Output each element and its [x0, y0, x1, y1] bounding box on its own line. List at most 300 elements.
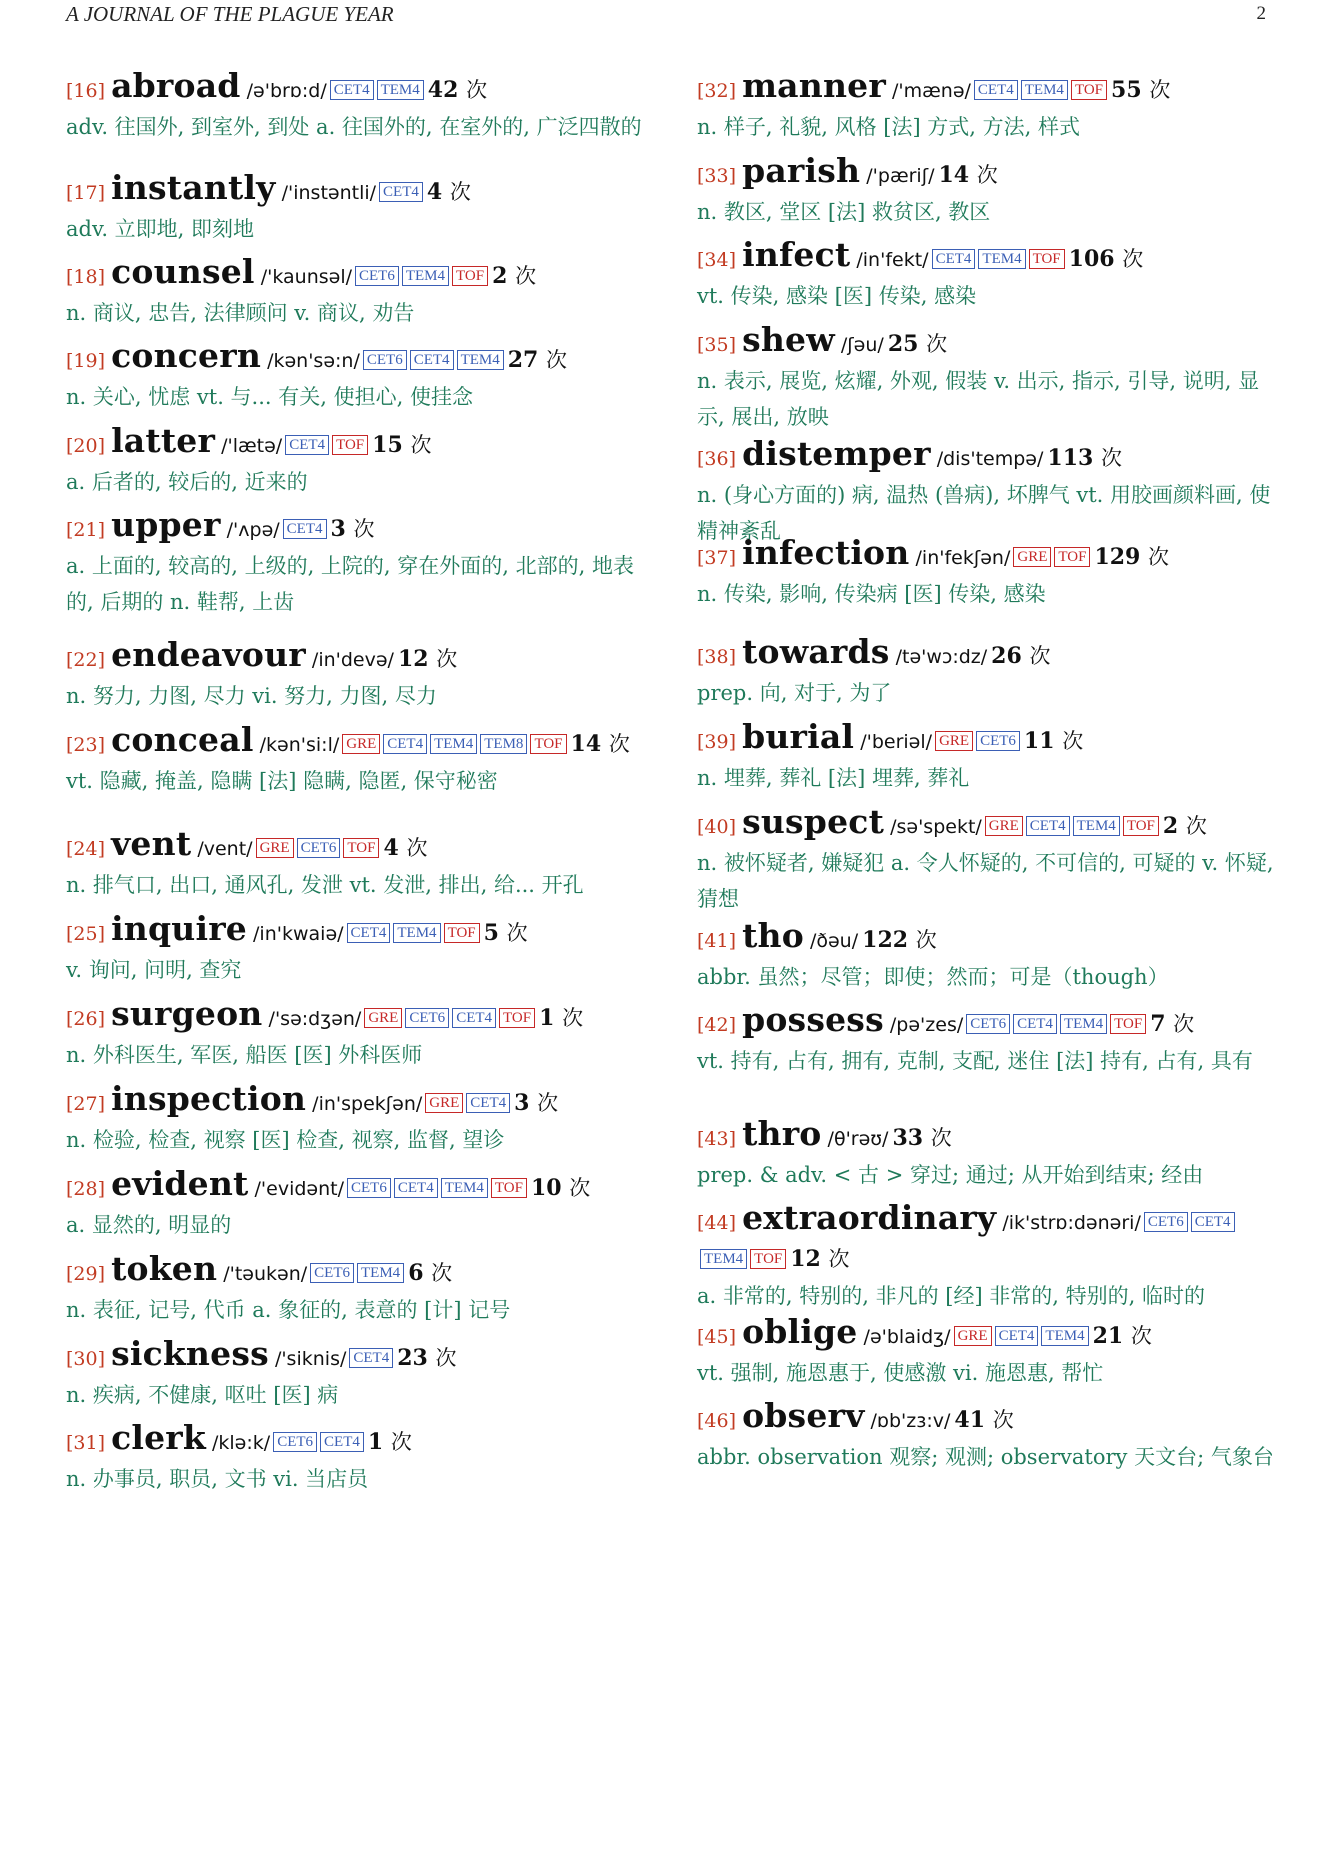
entry-index: [35]: [697, 334, 737, 356]
headword: upper: [111, 505, 221, 544]
pronunciation: /tə'wɔ:dz/: [895, 646, 988, 668]
entry-headline: [697, 1314, 1277, 1355]
definition: vt. 传染, 感染 [医] 传染, 感染: [697, 284, 977, 308]
count-unit: 次: [569, 1176, 591, 1200]
occurrence-count: [428, 77, 487, 103]
exam-tag: TEM4: [1060, 1014, 1107, 1034]
entry-index: [18]: [66, 266, 106, 288]
count-unit: 次: [562, 1006, 584, 1030]
entry-index: [46]: [697, 1410, 737, 1432]
headword: concern: [111, 336, 262, 375]
pronunciation: /in'devə/: [311, 649, 394, 671]
entry-headline: [697, 1002, 1277, 1043]
count-number: 41: [954, 1407, 986, 1433]
word-entry: [697, 322, 1277, 435]
definition: abbr. 虽然；尽管；即使；然而；可是（though）: [697, 965, 1169, 989]
count-number: 2: [1162, 813, 1179, 839]
word-entry: [697, 153, 1277, 230]
count-unit: 次: [466, 78, 488, 102]
definition: vt. 隐藏, 掩盖, 隐瞒 [法] 隐瞒, 隐匿, 保守秘密: [66, 769, 498, 793]
exam-tag: TOF: [1029, 249, 1065, 269]
entry-index: [21]: [66, 519, 106, 541]
definition: vt. 持有, 占有, 拥有, 克制, 支配, 迷住 [法] 持有, 占有, 具有: [697, 1049, 1253, 1073]
exam-tag: TEM4: [441, 1178, 488, 1198]
headword: infect: [742, 235, 851, 274]
occurrence-count: [398, 646, 457, 672]
entry-index: [37]: [697, 547, 737, 569]
definition: a. 上面的, 较高的, 上级的, 上院的, 穿在外面的, 北部的, 地表的, 后期的 n. 鞋帮, 上齿: [66, 554, 634, 614]
pronunciation: /in'fekt/: [856, 249, 929, 271]
headword: extraordinary: [742, 1198, 997, 1237]
entry-index: [42]: [697, 1014, 737, 1036]
pronunciation: /'siknis/: [274, 1348, 347, 1370]
occurrence-count: [991, 643, 1050, 669]
pronunciation: /ik'strɒ:dənəri/: [1002, 1212, 1141, 1234]
definition: prep. 向, 对于, 为了: [697, 681, 892, 705]
count-number: 25: [887, 331, 919, 357]
count-number: 6: [408, 1260, 424, 1286]
count-unit: 次: [1029, 644, 1051, 668]
count-unit: 次: [608, 732, 630, 756]
entry-headline: [66, 338, 648, 379]
entry-index: [29]: [66, 1263, 106, 1285]
count-unit: 次: [930, 1126, 952, 1150]
entry-headline: [697, 535, 1277, 576]
occurrence-count: [892, 1125, 951, 1151]
occurrence-count: [1047, 445, 1122, 471]
exam-tag: CET4: [995, 1326, 1039, 1346]
count-unit: 次: [1122, 247, 1144, 271]
count-number: 3: [330, 516, 346, 542]
occurrence-count: [383, 835, 427, 861]
pronunciation: /kən'si:l/: [259, 734, 340, 756]
headword: possess: [742, 1000, 884, 1039]
exam-tag: CET6: [363, 350, 407, 370]
word-entry: [66, 1420, 648, 1497]
entry-index: [27]: [66, 1093, 106, 1115]
definition: n. 检验, 检查, 视察 [医] 检查, 视察, 监督, 望诊: [66, 1128, 505, 1152]
entry-headline: [66, 1251, 648, 1292]
definition: n. 疾病, 不健康, 呕吐 [医] 病: [66, 1383, 339, 1407]
entry-index: [22]: [66, 649, 106, 671]
exam-tag: TOF: [750, 1249, 786, 1269]
entry-index: [20]: [66, 435, 106, 457]
exam-tag: CET6: [976, 731, 1020, 751]
exam-tag: TEM8: [480, 734, 527, 754]
definition: a. 后者的, 较后的, 近来的: [66, 470, 308, 494]
exam-tag: CET4: [379, 182, 423, 202]
word-entry: [697, 68, 1277, 145]
exam-tag: TOF: [452, 266, 488, 286]
count-number: 3: [514, 1090, 530, 1116]
pronunciation: /'evidənt/: [254, 1178, 345, 1200]
count-unit: 次: [1185, 814, 1207, 838]
exam-tag: CET6: [347, 1178, 391, 1198]
exam-tag: TOF: [1110, 1014, 1146, 1034]
exam-tag: TEM4: [978, 249, 1025, 269]
occurrence-count: [368, 1429, 412, 1455]
count-unit: 次: [1101, 446, 1122, 470]
word-entry: [697, 1314, 1277, 1391]
exam-tag: TEM4: [1073, 816, 1120, 836]
entry-headline: [66, 1081, 648, 1122]
entry-index: [40]: [697, 816, 737, 838]
headword: inquire: [111, 909, 247, 948]
headword: instantly: [111, 168, 276, 207]
count-number: 7: [1150, 1011, 1166, 1037]
definition: v. 询问, 问明, 查究: [66, 958, 242, 982]
exam-tag: TEM4: [430, 734, 477, 754]
exam-tag: TEM4: [700, 1249, 747, 1269]
count-number: 129: [1094, 544, 1141, 570]
headword: inspection: [111, 1079, 307, 1118]
occurrence-count: [492, 263, 536, 289]
count-unit: 次: [1062, 729, 1084, 753]
count-unit: 次: [1148, 545, 1170, 569]
count-number: 5: [483, 920, 499, 946]
occurrence-count: [539, 1005, 583, 1031]
exam-tag: CET6: [310, 1263, 354, 1283]
occurrence-count: [408, 1260, 452, 1286]
count-unit: 次: [1173, 1012, 1195, 1036]
definition: adv. 往国外, 到室外, 到处 a. 往国外的, 在室外的, 广泛四散的: [66, 115, 642, 139]
definition: n. 埋葬, 葬礼 [法] 埋葬, 葬礼: [697, 766, 970, 790]
count-unit: 次: [537, 1091, 559, 1115]
exam-tag: CET4: [347, 923, 391, 943]
count-number: 11: [1023, 728, 1055, 754]
occurrence-count: [331, 516, 375, 542]
entry-headline: [697, 436, 1277, 477]
exam-tag: GRE: [985, 816, 1023, 836]
entry-headline: [66, 1336, 648, 1377]
entry-headline: [697, 1116, 1277, 1157]
count-number: 122: [862, 927, 909, 953]
occurrence-count: [531, 1175, 590, 1201]
entry-index: [32]: [697, 80, 737, 102]
pronunciation: /pə'zes/: [889, 1014, 964, 1036]
occurrence-count: [508, 347, 567, 373]
entry-headline: [697, 804, 1277, 845]
exam-tag: TEM4: [1021, 80, 1068, 100]
exam-tag: GRE: [256, 838, 294, 858]
count-number: 12: [790, 1246, 821, 1272]
entry-index: [16]: [66, 80, 106, 102]
word-entry: [66, 507, 648, 620]
count-number: 21: [1092, 1323, 1124, 1349]
word-entry: [66, 826, 648, 903]
exam-tag: TOF: [1071, 80, 1107, 100]
headword: parish: [742, 151, 861, 190]
occurrence-count: [1163, 813, 1207, 839]
exam-tag: CET4: [330, 80, 374, 100]
pronunciation: /vent/: [197, 838, 253, 860]
exam-tag: CET6: [966, 1014, 1010, 1034]
exam-tag: TEM4: [402, 266, 449, 286]
definition: n. 排气口, 出口, 通风孔, 发泄 vt. 发泄, 排出, 给... 开孔: [66, 873, 584, 897]
pronunciation: /'instəntli/: [281, 182, 377, 204]
occurrence-count: [1069, 246, 1144, 272]
pronunciation: /'beriəl/: [860, 731, 933, 753]
definition: n. 表征, 记号, 代币 a. 象征的, 表意的 [计] 记号: [66, 1298, 511, 1322]
exam-tag: CET4: [320, 1432, 364, 1452]
pronunciation: /'ʌpə/: [226, 519, 280, 541]
entry-headline: [66, 170, 648, 211]
count-unit: 次: [546, 348, 568, 372]
entry-headline: [66, 911, 648, 952]
word-entry: [66, 637, 648, 714]
count-unit: 次: [915, 928, 937, 952]
pronunciation: /ʃəu/: [840, 334, 884, 356]
headword: abroad: [111, 66, 241, 105]
count-unit: 次: [449, 180, 471, 204]
occurrence-count: [938, 162, 997, 188]
count-unit: 次: [992, 1408, 1014, 1432]
headword: burial: [742, 717, 855, 756]
entry-index: [25]: [66, 923, 106, 945]
word-entry: [66, 1081, 648, 1158]
entry-headline: [66, 1166, 648, 1207]
exam-tag: CET4: [1191, 1212, 1235, 1232]
definition: n. 商议, 忠告, 法律顾问 v. 商议, 劝告: [66, 301, 415, 325]
exam-tag: CET4: [466, 1093, 510, 1113]
pronunciation: /'təukən/: [223, 1263, 308, 1285]
occurrence-count: [790, 1246, 849, 1272]
pronunciation: /'kaunsəl/: [260, 266, 353, 288]
occurrence-count: [484, 920, 528, 946]
count-number: 42: [427, 77, 459, 103]
pronunciation: /kən'sə:n/: [267, 350, 360, 372]
definition: adv. 立即地, 即刻地: [66, 217, 255, 241]
word-entry: [66, 1251, 648, 1328]
word-entry: [697, 237, 1277, 314]
exam-tag: CET4: [383, 734, 427, 754]
definition: n. 传染, 影响, 传染病 [医] 传染, 感染: [697, 582, 1046, 606]
exam-tag: CET4: [452, 1008, 496, 1028]
headword: distemper: [742, 434, 931, 473]
count-number: 1: [367, 1429, 384, 1455]
entry-index: [24]: [66, 838, 106, 860]
pronunciation: /ə'brɒ:d/: [246, 80, 327, 102]
entry-index: [38]: [697, 646, 737, 668]
definition: n. 样子, 礼貌, 风格 [法] 方式, 方法, 样式: [697, 115, 1081, 139]
word-entry: [66, 423, 648, 500]
occurrence-count: [1094, 544, 1169, 570]
exam-tag: CET4: [285, 435, 329, 455]
exam-tag: GRE: [1013, 547, 1051, 567]
entry-index: [41]: [697, 930, 737, 952]
entry-index: [43]: [697, 1128, 737, 1150]
occurrence-count: [427, 179, 471, 205]
entry-headline: [697, 719, 1277, 760]
exam-tag: TEM4: [357, 1263, 404, 1283]
word-entry: [66, 1166, 648, 1243]
count-number: 1: [539, 1005, 555, 1031]
definition: n. 外科医生, 军医, 船医 [医] 外科医师: [66, 1043, 423, 1067]
entry-headline: [66, 254, 648, 295]
exam-tag: CET4: [932, 249, 976, 269]
entry-index: [36]: [697, 448, 737, 470]
pronunciation: /'lætə/: [221, 435, 283, 457]
entry-headline: [697, 1398, 1277, 1439]
count-number: 23: [397, 1345, 428, 1371]
exam-tag: CET4: [1026, 816, 1070, 836]
entry-headline: [697, 237, 1277, 278]
definition: prep. & adv. < 古 > 穿过; 通过; 从开始到结束; 经由: [697, 1163, 1204, 1187]
count-unit: 次: [353, 517, 375, 541]
occurrence-count: [862, 927, 937, 953]
occurrence-count: [1150, 1011, 1194, 1037]
headword: conceal: [111, 720, 254, 759]
word-entry: [66, 722, 648, 799]
occurrence-count: [954, 1407, 1013, 1433]
pronunciation: /'pæriʃ/: [866, 165, 935, 187]
entry-index: [28]: [66, 1178, 106, 1200]
headword: clerk: [111, 1418, 206, 1457]
count-number: 14: [938, 162, 970, 188]
headword: counsel: [111, 252, 255, 291]
headword: sickness: [111, 1334, 269, 1373]
exam-tag: TOF: [530, 734, 566, 754]
entry-headline: [66, 826, 648, 867]
entry-index: [34]: [697, 249, 737, 271]
word-entry: [697, 1116, 1277, 1193]
exam-tag: TOF: [1054, 547, 1090, 567]
entry-index: [30]: [66, 1348, 106, 1370]
exam-tag: CET4: [349, 1348, 393, 1368]
occurrence-count: [1111, 77, 1170, 103]
pronunciation: /θ'rəʊ/: [827, 1128, 889, 1150]
entry-headline: [66, 507, 648, 548]
count-unit: 次: [515, 264, 537, 288]
occurrence-count: [888, 331, 947, 357]
occurrence-count: [1093, 1323, 1152, 1349]
entry-index: [31]: [66, 1432, 106, 1454]
definition: n. 被怀疑者, 嫌疑犯 a. 令人怀疑的, 不可信的, 可疑的 v. 怀疑, 猜想: [697, 851, 1274, 911]
definition: n. 办事员, 职员, 文书 vi. 当店员: [66, 1467, 369, 1491]
count-number: 4: [383, 835, 399, 861]
count-unit: 次: [410, 433, 432, 457]
exam-tag: GRE: [935, 731, 973, 751]
count-number: 2: [492, 263, 508, 289]
page-header: [66, 0, 1266, 28]
count-number: 12: [397, 646, 429, 672]
pronunciation: /in'spekʃən/: [312, 1093, 423, 1115]
exam-tag: CET6: [405, 1008, 449, 1028]
definition: n. 关心, 忧虑 vt. 与... 有关, 使担心, 使挂念: [66, 385, 473, 409]
book-title: A JOURNAL OF THE PLAGUE YEAR: [66, 1, 394, 26]
definition: vt. 强制, 施恩惠于, 使感激 vi. 施恩惠, 帮忙: [697, 1361, 1104, 1385]
occurrence-count: [1024, 728, 1083, 754]
exam-tag: GRE: [364, 1008, 402, 1028]
entry-index: [23]: [66, 734, 106, 756]
definition: a. 非常的, 特别的, 非凡的 [经] 非常的, 特别的, 临时的: [697, 1284, 1206, 1308]
pronunciation: /ɒb'zɜ:v/: [870, 1410, 951, 1432]
headword: vent: [111, 824, 192, 863]
exam-tag: CET4: [283, 519, 327, 539]
headword: infection: [742, 533, 910, 572]
count-unit: 次: [406, 836, 428, 860]
exam-tag: TEM4: [457, 350, 504, 370]
exam-tag: CET4: [410, 350, 454, 370]
count-number: 55: [1111, 77, 1142, 103]
entry-headline: [697, 322, 1277, 363]
pronunciation: /ðəu/: [809, 930, 859, 952]
exam-tag: CET4: [974, 80, 1018, 100]
word-entry: [697, 918, 1277, 995]
definition: n. (身心方面的) 病, 温热 (兽病), 坏脾气 vt. 用胶画颜料画, 使精神紊乱: [697, 483, 1271, 543]
exam-tag: TOF: [444, 923, 480, 943]
count-unit: 次: [828, 1247, 850, 1271]
word-entry: [66, 338, 648, 415]
word-entry: [697, 1200, 1277, 1314]
exam-tag: CET4: [394, 1178, 438, 1198]
entry-headline: [697, 918, 1277, 959]
headword: shew: [742, 320, 835, 359]
word-entry: [697, 1002, 1277, 1079]
exam-tag: CET6: [273, 1432, 317, 1452]
count-unit: 次: [926, 332, 948, 356]
count-unit: 次: [1149, 78, 1171, 102]
entry-headline: [697, 1200, 1277, 1278]
entry-headline: [66, 996, 648, 1037]
exam-tag: TOF: [343, 838, 379, 858]
pronunciation: /in'fekʃən/: [915, 547, 1011, 569]
pronunciation: /'mænə/: [891, 80, 971, 102]
entry-index: [44]: [697, 1212, 737, 1234]
definition: n. 努力, 力图, 尽力 vi. 努力, 力图, 尽力: [66, 684, 437, 708]
count-number: 4: [426, 179, 443, 205]
entry-index: [17]: [66, 182, 106, 204]
count-unit: 次: [436, 647, 458, 671]
pronunciation: /klə:k/: [212, 1432, 271, 1454]
exam-tag: TOF: [332, 435, 368, 455]
exam-tag: TOF: [491, 1178, 527, 1198]
exam-tag: CET6: [355, 266, 399, 286]
headword: evident: [111, 1164, 249, 1203]
count-unit: 次: [1130, 1324, 1152, 1348]
word-entry: [66, 68, 648, 145]
entry-headline: [66, 722, 648, 763]
entry-index: [33]: [697, 165, 737, 187]
definition: abbr. observation 观察; 观测; observatory 天文台; 气象台: [697, 1445, 1274, 1469]
headword: observ: [742, 1396, 865, 1435]
entry-headline: [697, 634, 1277, 675]
pronunciation: /ə'blaidʒ/: [863, 1326, 951, 1348]
pronunciation: /sə'spekt/: [890, 816, 982, 838]
word-entry: [66, 1336, 648, 1413]
exam-tag: CET4: [1013, 1014, 1057, 1034]
headword: oblige: [742, 1312, 858, 1351]
exam-tag: GRE: [342, 734, 380, 754]
entry-headline: [66, 637, 648, 678]
word-entry: [66, 911, 648, 988]
occurrence-count: [372, 432, 431, 458]
headword: token: [111, 1249, 218, 1288]
exam-tag: TEM4: [1041, 1326, 1088, 1346]
entry-index: [19]: [66, 350, 106, 372]
page-number: 2: [1256, 3, 1266, 24]
count-number: 27: [507, 347, 539, 373]
word-entry: [697, 804, 1277, 917]
entry-headline: [66, 1420, 648, 1461]
pronunciation: /'sə:dʒən/: [268, 1008, 362, 1030]
entry-headline: [697, 153, 1277, 194]
definition: n. 教区, 堂区 [法] 救贫区, 教区: [697, 200, 991, 224]
exam-tag: GRE: [954, 1326, 992, 1346]
count-unit: 次: [390, 1430, 412, 1454]
entry-headline: [697, 68, 1277, 109]
occurrence-count: [571, 731, 630, 757]
